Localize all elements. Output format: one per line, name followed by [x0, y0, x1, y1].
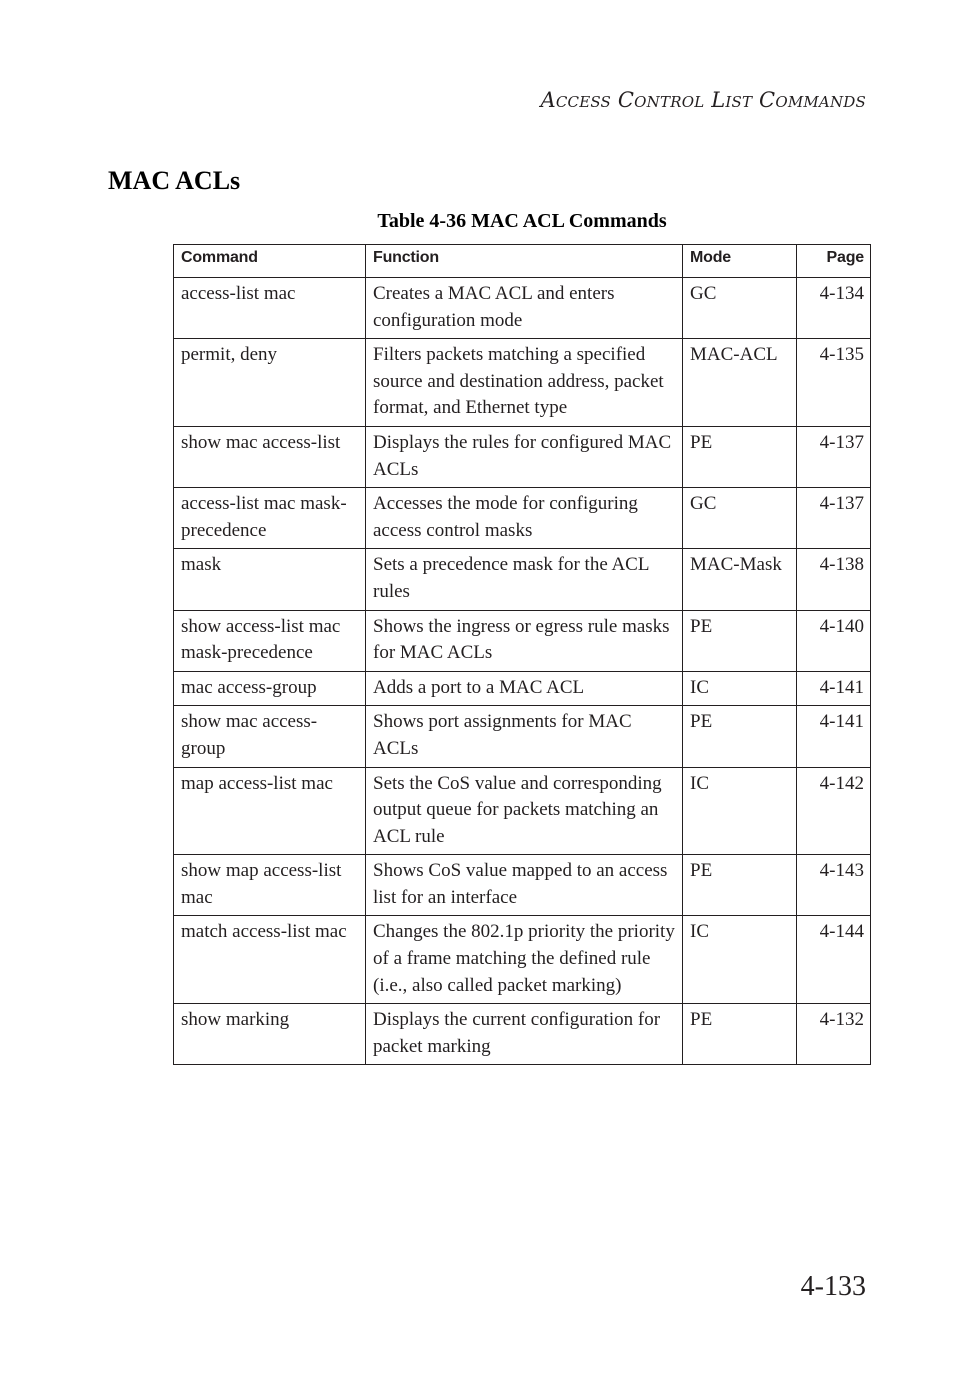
page-cell: 4-141: [797, 671, 871, 706]
mac-acl-commands-table: [173, 244, 871, 1065]
mode-cell: GC: [683, 488, 797, 549]
mode-cell: PE: [683, 1004, 797, 1065]
function-cell: Adds a port to a MAC ACL: [366, 671, 683, 706]
table-header-row: [174, 245, 871, 278]
command-cell: access-list mac: [174, 278, 366, 339]
mode-cell: PE: [683, 426, 797, 487]
mode-cell: MAC-ACL: [683, 339, 797, 427]
command-cell: map access-list mac: [174, 767, 366, 855]
function-cell: Creates a MAC ACL and enters configuration mode: [366, 278, 683, 339]
command-cell: show map access-list mac: [174, 855, 366, 916]
table-row: [174, 916, 871, 1004]
mode-cell: IC: [683, 916, 797, 1004]
command-cell: permit, deny: [174, 339, 366, 427]
table-row: [174, 339, 871, 427]
table-row: [174, 706, 871, 767]
table-row: [174, 855, 871, 916]
table-row: [174, 767, 871, 855]
table-row: [174, 1004, 871, 1065]
page-cell: 4-137: [797, 488, 871, 549]
function-cell: Filters packets matching a specified source and destination address, packet format, and Ethernet type: [366, 339, 683, 427]
table-row: [174, 549, 871, 610]
column-header-function: Function: [366, 245, 683, 278]
function-cell: Shows the ingress or egress rule masks for MAC ACLs: [366, 610, 683, 671]
function-cell: Shows port assignments for MAC ACLs: [366, 706, 683, 767]
mode-cell: IC: [683, 767, 797, 855]
page-cell: 4-135: [797, 339, 871, 427]
command-cell: match access-list mac: [174, 916, 366, 1004]
table-row: [174, 610, 871, 671]
table-row: [174, 671, 871, 706]
table-caption: Table 4-36 MAC ACL Commands: [377, 210, 667, 232]
page-cell: 4-144: [797, 916, 871, 1004]
page-cell: 4-142: [797, 767, 871, 855]
command-cell: show access-list mac mask-precedence: [174, 610, 366, 671]
column-header-command: Command: [174, 245, 366, 278]
page-cell: 4-134: [797, 278, 871, 339]
page-cell: 4-143: [797, 855, 871, 916]
command-cell: mask: [174, 549, 366, 610]
function-cell: Displays the rules for configured MAC ACLs: [366, 426, 683, 487]
mode-cell: MAC-Mask: [683, 549, 797, 610]
function-cell: Accesses the mode for configuring access control masks: [366, 488, 683, 549]
table-row: [174, 488, 871, 549]
function-cell: Sets the CoS value and corresponding output queue for packets matching an ACL rule: [366, 767, 683, 855]
mode-cell: PE: [683, 855, 797, 916]
function-cell: Sets a precedence mask for the ACL rules: [366, 549, 683, 610]
page-number: 4-133: [800, 1271, 866, 1302]
command-cell: mac access-group: [174, 671, 366, 706]
column-header-mode: Mode: [683, 245, 797, 278]
command-cell: show mac access-list: [174, 426, 366, 487]
mode-cell: PE: [683, 610, 797, 671]
page-cell: 4-132: [797, 1004, 871, 1065]
function-cell: Displays the current configuration for packet marking: [366, 1004, 683, 1065]
page-cell: 4-138: [797, 549, 871, 610]
section-title: MAC ACLs: [108, 166, 241, 195]
command-cell: show mac access-group: [174, 706, 366, 767]
column-header-page: Page: [797, 245, 871, 278]
table-body: [174, 278, 871, 1065]
page-cell: 4-140: [797, 610, 871, 671]
table-row: [174, 278, 871, 339]
command-cell: show marking: [174, 1004, 366, 1065]
mode-cell: GC: [683, 278, 797, 339]
page-cell: 4-137: [797, 426, 871, 487]
mode-cell: PE: [683, 706, 797, 767]
running-head: Access Control List Commands: [540, 88, 866, 112]
function-cell: Shows CoS value mapped to an access list for an interface: [366, 855, 683, 916]
table-row: [174, 426, 871, 487]
function-cell: Changes the 802.1p priority the priority of a frame matching the defined rule (i.e., also called packet marking): [366, 916, 683, 1004]
page-cell: 4-141: [797, 706, 871, 767]
command-cell: access-list mac mask-precedence: [174, 488, 366, 549]
mode-cell: IC: [683, 671, 797, 706]
